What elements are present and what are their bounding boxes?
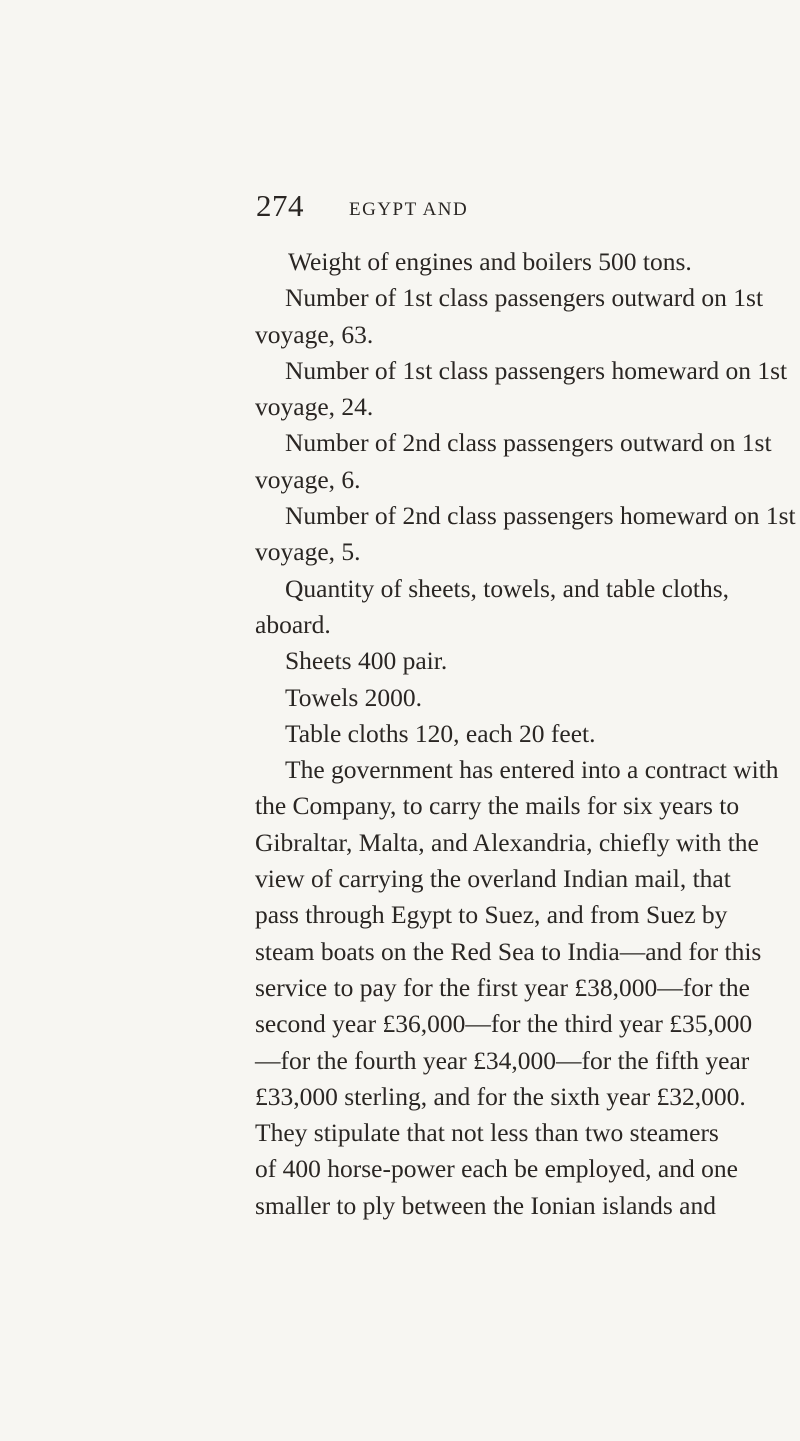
text-line: of 400 horse-power each be employed, and one xyxy=(255,1154,738,1184)
text-line: They stipulate that not less than two steamers xyxy=(255,1118,719,1148)
text-line: voyage, 6. xyxy=(255,464,361,494)
running-head: EGYPT AND xyxy=(349,199,469,220)
text-line: service to pay for the first year £38,000—for the xyxy=(255,972,750,1002)
text-line: Table cloths 120, each 20 feet. xyxy=(285,718,596,748)
body-text xyxy=(255,244,796,1224)
text-line: The government has entered into a contract with xyxy=(285,755,779,785)
text-line: Number of 2nd class passengers outward on 1st xyxy=(285,428,772,458)
text-line: Number of 1st class passengers homeward on 1st xyxy=(285,355,788,385)
text-line: Quantity of sheets, towels, and table cloths, xyxy=(285,573,730,603)
text-line: smaller to ply between the Ionian islands and xyxy=(255,1190,717,1220)
text-line: voyage, 24. xyxy=(255,392,374,422)
text-line: view of carrying the overland Indian mail, that xyxy=(255,864,731,894)
text-line: aboard. xyxy=(255,609,331,639)
page-number: 274 xyxy=(256,188,304,223)
text-line: Number of 2nd class passengers homeward on 1st xyxy=(285,501,796,531)
text-line: voyage, 63. xyxy=(255,319,374,349)
text-line: Number of 1st class passengers outward on 1st xyxy=(285,283,764,313)
text-line: voyage, 5. xyxy=(255,537,361,567)
text-line: pass through Egypt to Suez, and from Suez by xyxy=(255,900,728,930)
text-line: Gibraltar, Malta, and Alexandria, chiefly with the xyxy=(255,827,759,857)
text-line: second year £36,000—for the third year £35,000 xyxy=(255,1009,753,1039)
text-line: steam boats on the Red Sea to India—and for this xyxy=(255,936,762,966)
text-line: —for the fourth year £34,000—for the fifth year xyxy=(255,1045,750,1075)
text-line: £33,000 sterling, and for the sixth year £32,000. xyxy=(255,1081,746,1111)
text-line: Weight of engines and boilers 500 tons. xyxy=(288,247,692,276)
text-line: Towels 2000. xyxy=(285,682,423,712)
text-line: Sheets 400 pair. xyxy=(285,646,448,676)
text-line: the Company, to carry the mails for six years to xyxy=(255,791,740,821)
